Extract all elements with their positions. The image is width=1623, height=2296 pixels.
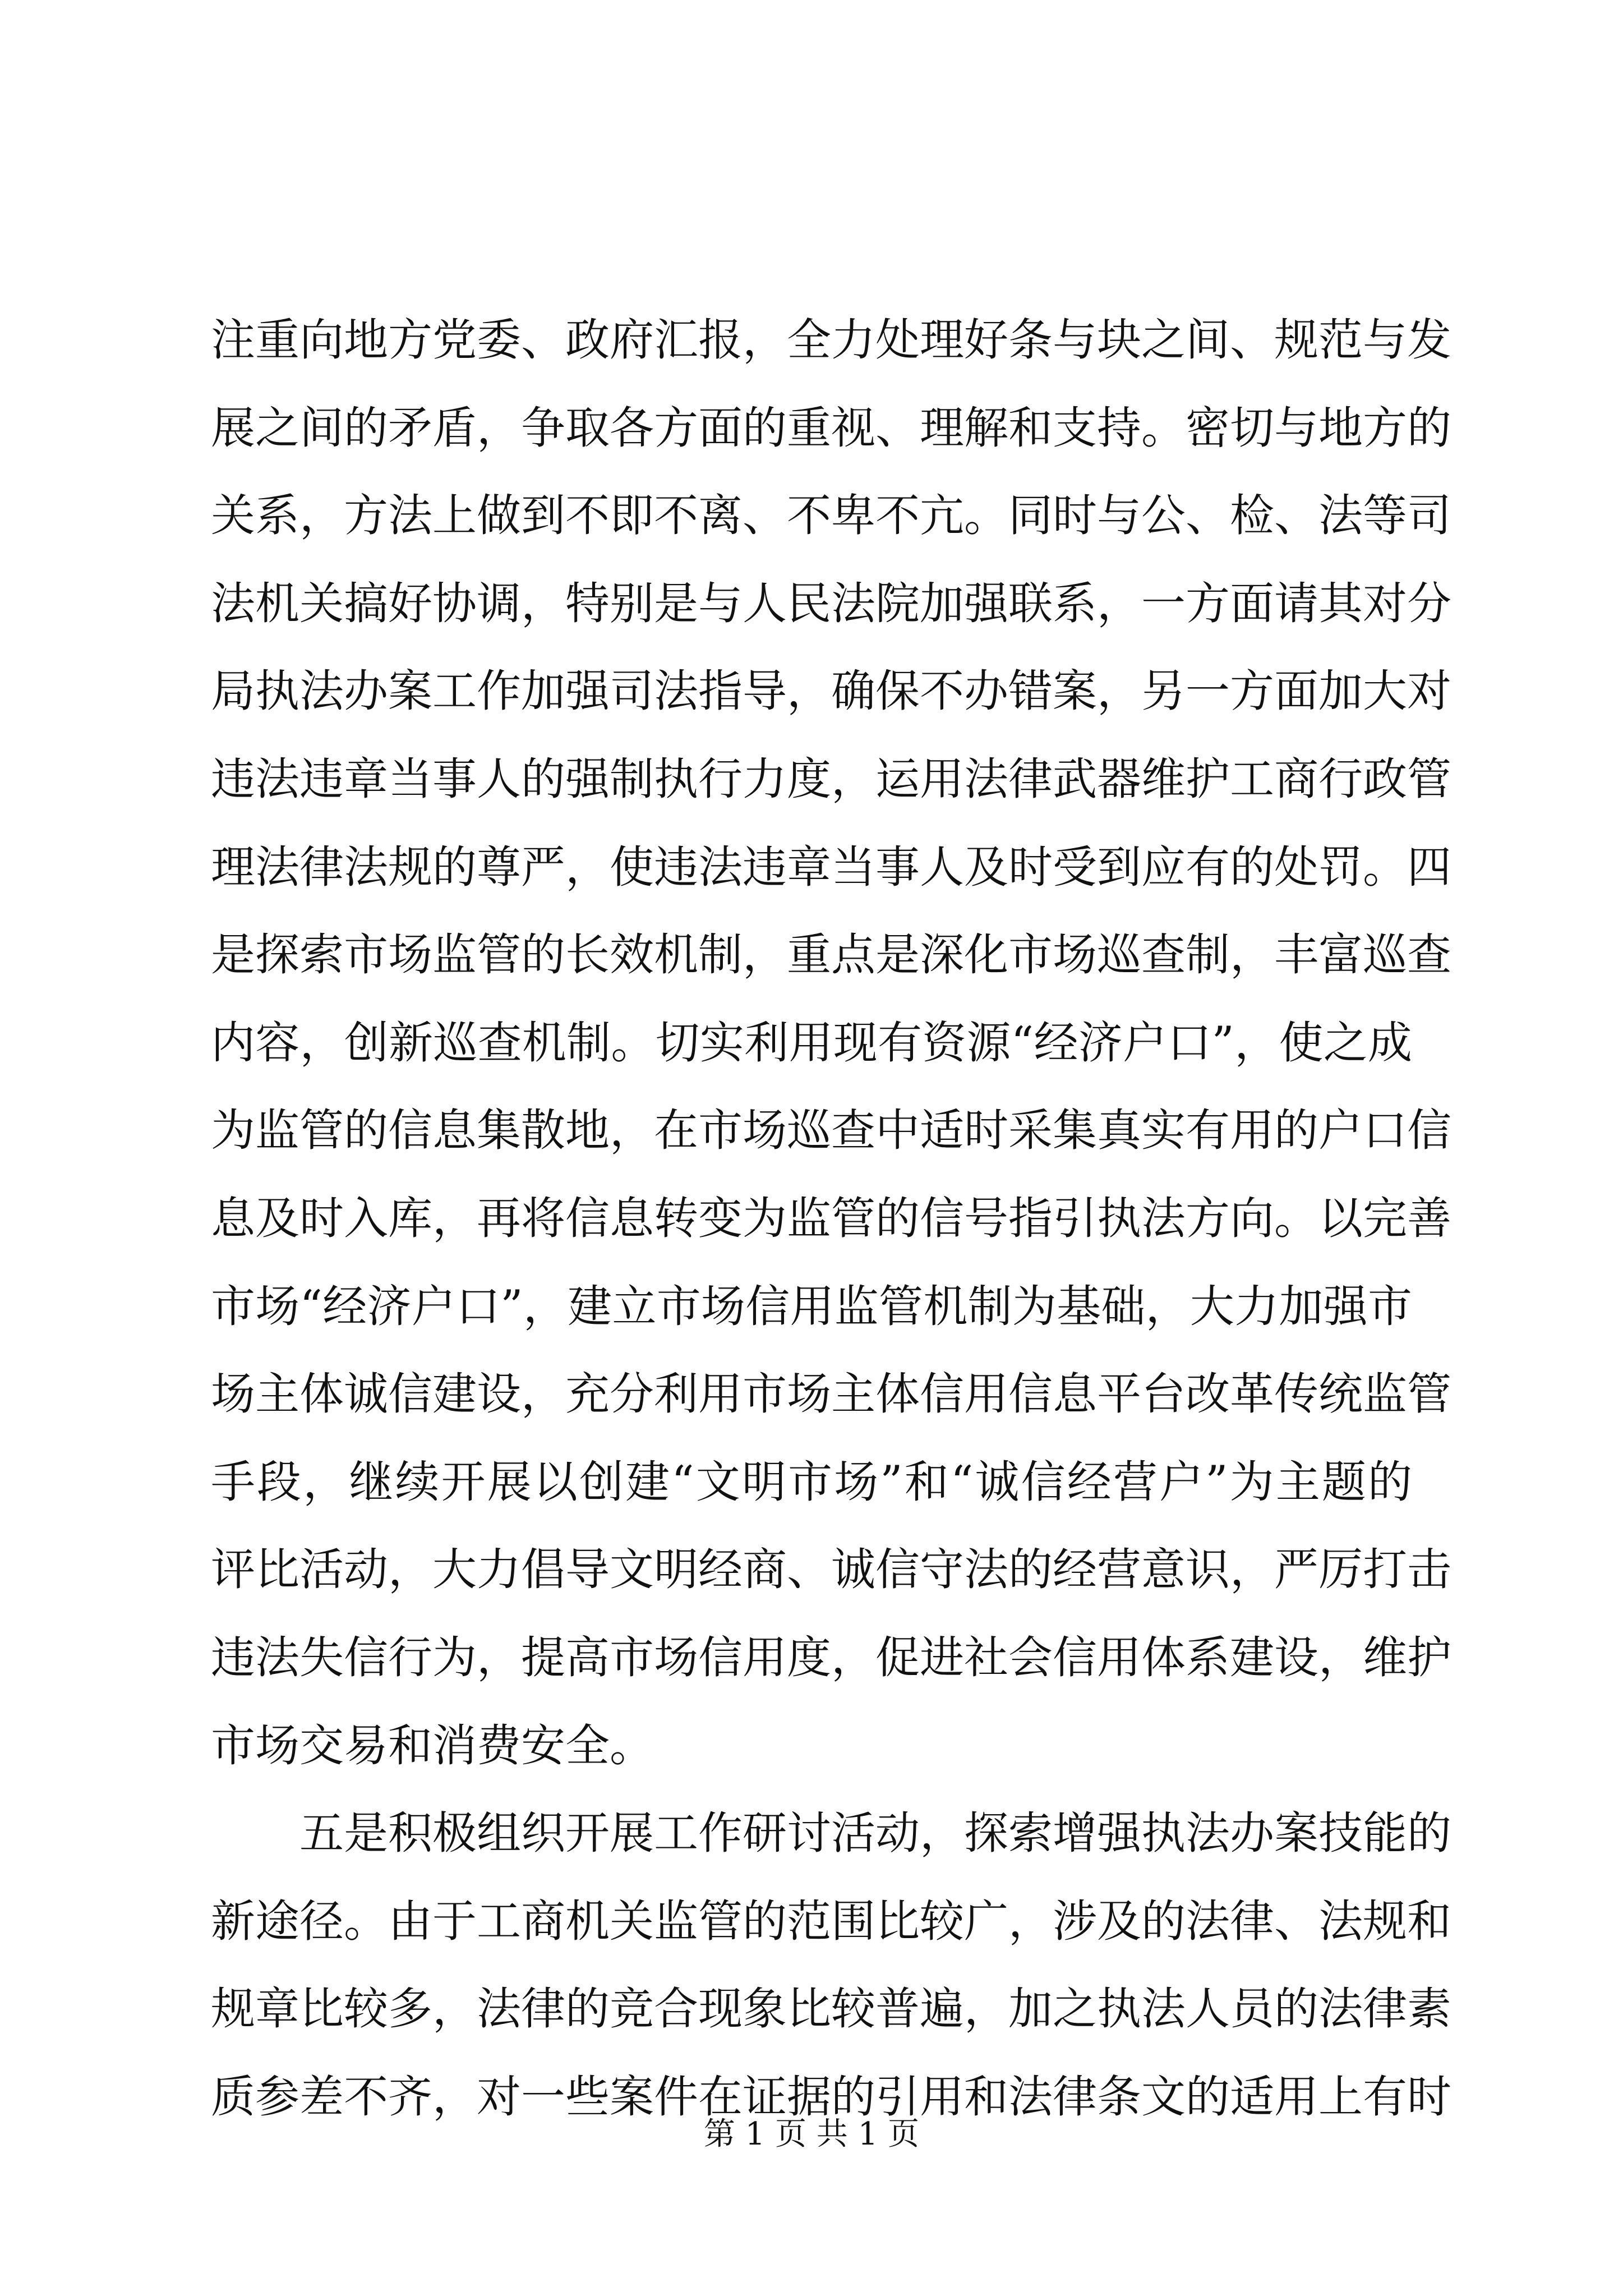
text-line: 关系，方法上做到不即不离、不卑不亢。同时与公、检、法等司 bbox=[211, 490, 1451, 542]
text-line: 质参差不齐，对一些案件在证据的引用和法律条文的适用上有时 bbox=[211, 2070, 1451, 2123]
text-line: 规章比较多，法律的竞合现象比较普遍，加之执法人员的法律素 bbox=[211, 1983, 1451, 2035]
text-line: 违法失信行为，提高市场信用度，促进社会信用体系建设，维护 bbox=[211, 1631, 1451, 1683]
paragraph-1 bbox=[211, 296, 1451, 1789]
text-line: 评比活动，大力倡导文明经商、诚信守法的经营意识，严厉打击 bbox=[211, 1544, 1451, 1596]
text-line: 为监管的信息集散地，在市场巡查中适时采集真实有用的户口信 bbox=[211, 1105, 1451, 1157]
text-line: 注重向地方党委、政府汇报，全力处理好条与块之间、规范与发 bbox=[211, 314, 1451, 366]
text-line: 息及时入库，再将信息转变为监管的信号指引执法方向。以完善 bbox=[211, 1192, 1451, 1244]
text-line: 局执法办案工作加强司法指导，确保不办错案，另一方面加大对 bbox=[211, 665, 1451, 717]
text-line: 法机关搞好协调，特别是与人民法院加强联系，一方面请其对分 bbox=[211, 577, 1451, 629]
text-line: 市场交易和消费安全。 bbox=[211, 1719, 654, 1772]
text-line: 展之间的矛盾，争取各方面的重视、理解和支持。密切与地方的 bbox=[211, 402, 1451, 454]
text-line: 场主体诚信建设，充分利用市场主体信用信息平台改革传统监管 bbox=[211, 1368, 1451, 1420]
paragraph-2 bbox=[211, 1789, 1451, 2141]
text-line: 五是积极组织开展工作研讨活动，探索增强执法办案技能的 bbox=[299, 1807, 1451, 1860]
document-body bbox=[211, 296, 1451, 2141]
text-line: 理法律法规的尊严，使违法违章当事人及时受到应有的处罚。四 bbox=[211, 841, 1451, 893]
text-line: 内容，创新巡查机制。切实利用现有资源“经济户口”，使之成 bbox=[211, 1016, 1412, 1069]
text-line: 新途径。由于工商机关监管的范围比较广，涉及的法律、法规和 bbox=[211, 1895, 1451, 1947]
text-line: 违法违章当事人的强制执行力度，运用法律武器维护工商行政管 bbox=[211, 753, 1451, 805]
page-number-footer: 第 1 页 共 1 页 bbox=[703, 2116, 920, 2152]
text-line: 是探索市场监管的长效机制，重点是深化市场巡查制，丰富巡查 bbox=[211, 929, 1451, 981]
text-line: 市场“经济户口”，建立市场信用监管机制为基础，大力加强市 bbox=[211, 1280, 1412, 1332]
text-line: 手段，继续开展以创建“文明市场”和“诚信经营户”为主题的 bbox=[211, 1456, 1412, 1508]
